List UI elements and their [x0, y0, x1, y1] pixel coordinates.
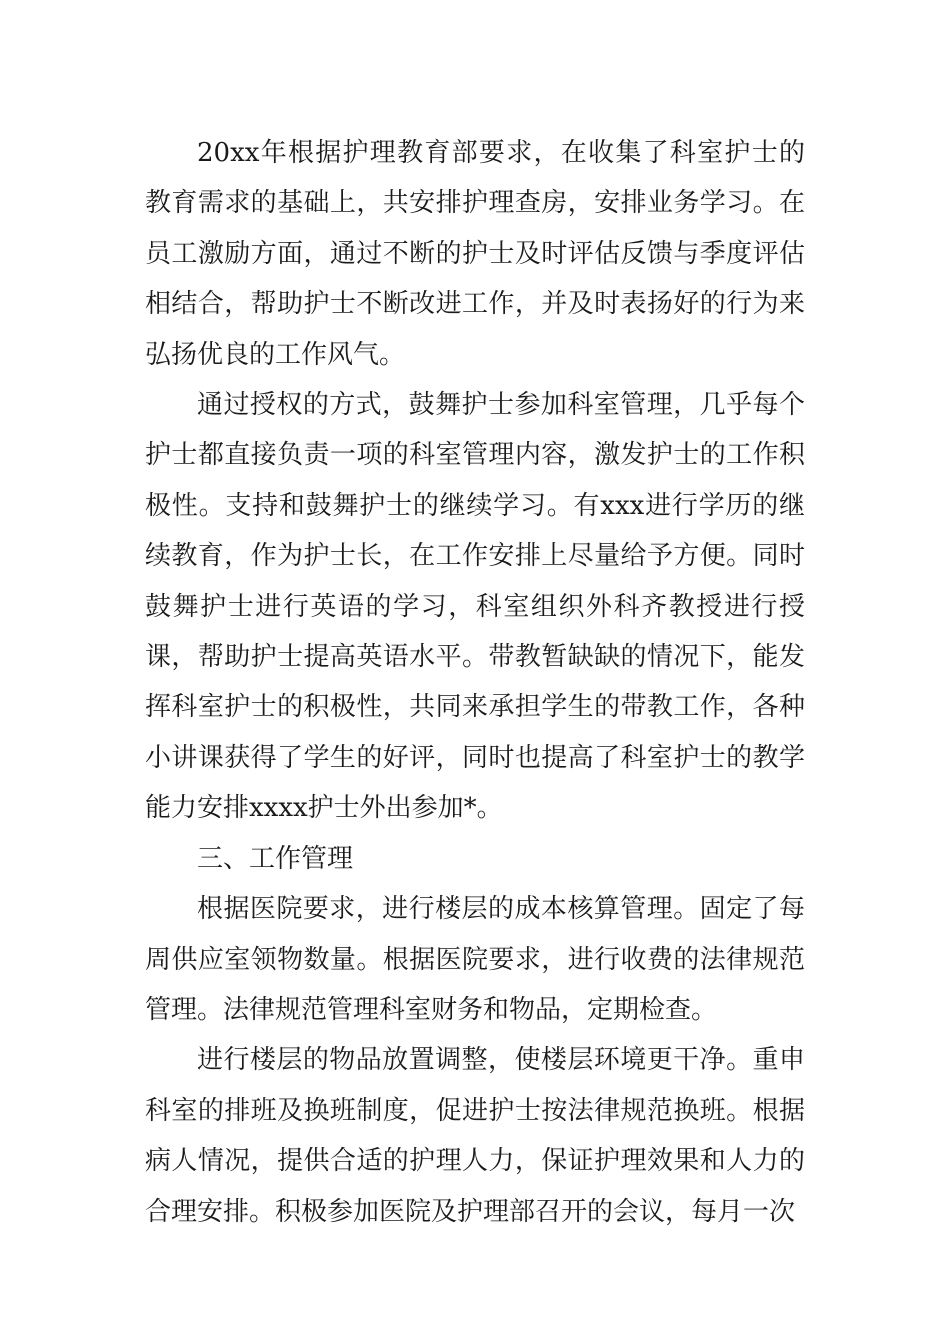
document-page [145, 128, 805, 1237]
paragraph-education-plan: 20xx年根据护理教育部要求，在收集了科室护士的教育需求的基础上，共安排护理查房，安排业务学习。在员工激励方面，通过不断的护士及时评估反馈与季度评估相结合，帮助护士不断改进工作，并及时表扬好的行为来弘扬优良的工作风气。 [145, 138, 805, 370]
paragraph-authorization: 通过授权的方式，鼓舞护士参加科室管理，几乎每个护士都直接负责一项的科室管理内容，激发护士的工作积极性。支持和鼓舞护士的继续学习。有xxx进行学历的继续教育，作为护士长，在工作安排上尽量给予方便。同时鼓舞护士进行英语的学习，科室组织外科齐教授进行授课，帮助护士提高英语水平。带教暂缺缺的情况下，能发挥科室护士的积极性，共同来承担学生的带教工作，各种小讲课获得了学生的好评，同时也提高了科室护士的教学能力安排xxxx护士外出参加*。 [145, 390, 805, 824]
paragraph-cost-management: 根据医院要求，进行楼层的成本核算管理。固定了每周供应室领物数量。根据医院要求，进行收费的法律规范管理。法律规范管理科室财务和物品，定期检查。 [145, 894, 805, 1025]
paragraph-floor-arrangement: 进行楼层的物品放置调整，使楼层环境更干净。重申科室的排班及换班制度，促进护士按法律规范换班。根据病人情况，提供合适的护理人力，保证护理效果和人力的合理安排。积极参加医院及护理部召开的会议，每月一次 [145, 1045, 805, 1227]
section-heading-work-management: 三、工作管理 [197, 843, 354, 874]
